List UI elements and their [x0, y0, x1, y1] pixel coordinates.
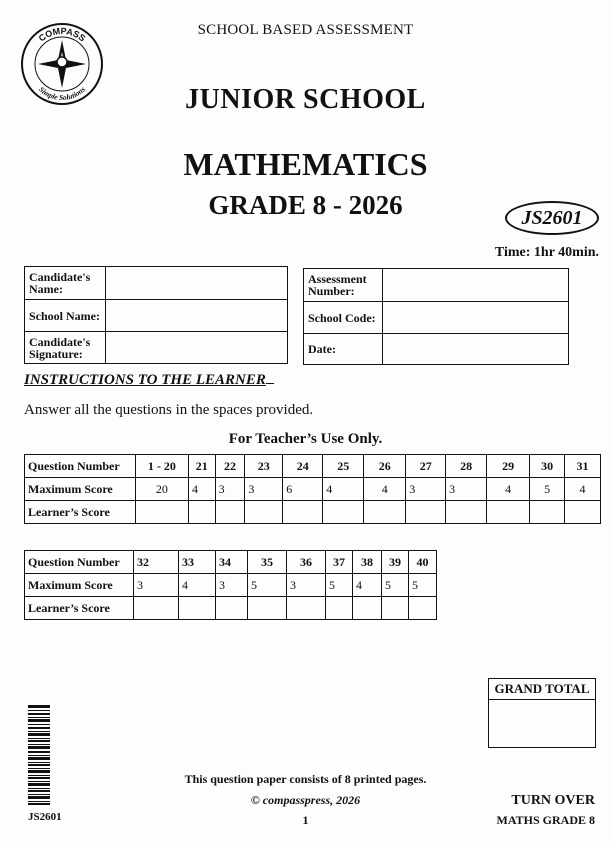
- max-score-cell: 4: [179, 574, 216, 597]
- paper-code: JS2601: [521, 206, 583, 229]
- maximum-score-row: [25, 478, 601, 501]
- learner-score-cell[interactable]: [353, 597, 382, 620]
- max-score-cell: 5: [248, 574, 287, 597]
- instructions-title-text: INSTRUCTIONS TO THE LEARNER: [24, 372, 266, 388]
- learner-score-cell[interactable]: [134, 597, 179, 620]
- school-code-field[interactable]: [383, 302, 569, 334]
- school-code-label: School Code:: [304, 302, 383, 334]
- row-label: Question Number: [25, 551, 134, 574]
- subject-footer: MATHS GRADE 8: [496, 813, 595, 827]
- question-number-row: [25, 455, 601, 478]
- learner-score-cell[interactable]: [248, 597, 287, 620]
- score-table-1: [24, 454, 601, 524]
- row-label: Maximum Score: [25, 574, 134, 597]
- question-cell: 35: [248, 551, 287, 574]
- max-score-cell: 20: [135, 478, 188, 501]
- date-label: Date:: [304, 334, 383, 365]
- grand-total-field[interactable]: [489, 700, 595, 746]
- question-cell: 24: [283, 455, 323, 478]
- learner-score-cell[interactable]: [406, 501, 446, 524]
- question-cell: 38: [353, 551, 382, 574]
- turn-over: TURN OVER: [511, 793, 595, 808]
- max-score-cell: 3: [287, 574, 326, 597]
- question-number-row: [25, 551, 437, 574]
- max-score-cell: 4: [323, 478, 364, 501]
- learner-score-cell[interactable]: [530, 501, 565, 524]
- question-cell: 22: [215, 455, 245, 478]
- logo-bottom-text: Simple Solutions: [37, 84, 87, 103]
- assessment-number-field[interactable]: [383, 269, 569, 302]
- question-cell: 1 - 20: [135, 455, 188, 478]
- copyright: © compasspress, 2026: [250, 793, 361, 807]
- candidate-signature-label: Candidate's Signature:: [25, 332, 106, 364]
- max-score-cell: 3: [216, 574, 248, 597]
- max-score-cell: 5: [382, 574, 409, 597]
- learner-score-row: [25, 597, 437, 620]
- question-cell: 36: [287, 551, 326, 574]
- candidate-name-field[interactable]: [106, 267, 288, 300]
- learner-score-cell[interactable]: [326, 597, 353, 620]
- max-score-cell: 3: [134, 574, 179, 597]
- assessment-number-label: Assessment Number:: [304, 269, 383, 302]
- learner-score-cell[interactable]: [245, 501, 283, 524]
- question-cell: 21: [188, 455, 215, 478]
- instructions-text: Answer all the questions in the spaces provided.: [24, 402, 314, 418]
- question-cell: 25: [323, 455, 364, 478]
- school-level: JUNIOR SCHOOL: [185, 84, 426, 115]
- row-label: Maximum Score: [25, 478, 136, 501]
- time-allowed: Time: 1hr 40min.: [494, 245, 599, 260]
- learner-score-cell[interactable]: [446, 501, 487, 524]
- learner-score-cell[interactable]: [487, 501, 530, 524]
- question-cell: 30: [530, 455, 565, 478]
- learner-score-cell[interactable]: [287, 597, 326, 620]
- learner-score-cell[interactable]: [215, 501, 245, 524]
- max-score-cell: 6: [283, 478, 323, 501]
- question-cell: 23: [245, 455, 283, 478]
- instructions-title: [24, 372, 274, 389]
- learner-score-cell[interactable]: [135, 501, 188, 524]
- max-score-cell: 3: [245, 478, 283, 501]
- max-score-cell: 3: [446, 478, 487, 501]
- learner-score-cell[interactable]: [409, 597, 437, 620]
- learner-score-row: [25, 501, 601, 524]
- question-cell: 26: [364, 455, 406, 478]
- page-number: 1: [302, 813, 309, 827]
- question-cell: 27: [406, 455, 446, 478]
- max-score-cell: 4: [565, 478, 601, 501]
- assessment-info-table: [303, 268, 569, 365]
- learner-score-cell[interactable]: [283, 501, 323, 524]
- learner-score-cell[interactable]: [565, 501, 601, 524]
- score-table-2: [24, 550, 437, 620]
- question-cell: 31: [565, 455, 601, 478]
- question-cell: 37: [326, 551, 353, 574]
- max-score-cell: 4: [487, 478, 530, 501]
- subject-title: MATHEMATICS: [183, 146, 428, 182]
- max-score-cell: 5: [326, 574, 353, 597]
- row-label: Question Number: [25, 455, 136, 478]
- grade-year: GRADE 8 - 2026: [208, 190, 403, 220]
- max-score-cell: 3: [215, 478, 245, 501]
- max-score-cell: 3: [406, 478, 446, 501]
- question-cell: 29: [487, 455, 530, 478]
- grand-total-box: [488, 678, 596, 748]
- learner-score-cell[interactable]: [364, 501, 406, 524]
- max-score-cell: 4: [353, 574, 382, 597]
- pages-note: This question paper consists of 8 printed pages.: [184, 772, 427, 786]
- paper-code-badge: [505, 201, 599, 235]
- question-cell: 39: [382, 551, 409, 574]
- grand-total-label: GRAND TOTAL: [489, 679, 595, 700]
- learner-score-cell[interactable]: [323, 501, 364, 524]
- row-label: Learner’s Score: [25, 501, 136, 524]
- question-cell: 28: [446, 455, 487, 478]
- candidate-info-table: [24, 266, 288, 364]
- barcode-code: JS2601: [28, 811, 62, 823]
- max-score-cell: 5: [409, 574, 437, 597]
- max-score-cell: 4: [364, 478, 406, 501]
- candidate-signature-field[interactable]: [106, 332, 288, 364]
- question-cell: 40: [409, 551, 437, 574]
- question-cell: 32: [134, 551, 179, 574]
- teacher-use-heading: For Teacher’s Use Only.: [228, 431, 383, 447]
- barcode-icon: [28, 705, 50, 805]
- question-cell: 34: [216, 551, 248, 574]
- school-name-label: School Name:: [25, 300, 106, 332]
- date-field[interactable]: [383, 334, 569, 365]
- learner-score-cell[interactable]: [382, 597, 409, 620]
- logo-top-text: COMPASS: [36, 25, 88, 44]
- max-score-cell: 4: [188, 478, 215, 501]
- learner-score-cell[interactable]: [216, 597, 248, 620]
- candidate-name-label: Candidate's Name:: [25, 267, 106, 300]
- learner-score-cell[interactable]: [188, 501, 215, 524]
- school-name-field[interactable]: [106, 300, 288, 332]
- max-score-cell: 5: [530, 478, 565, 501]
- maximum-score-row: [25, 574, 437, 597]
- row-label: Learner’s Score: [25, 597, 134, 620]
- question-cell: 33: [179, 551, 216, 574]
- learner-score-cell[interactable]: [179, 597, 216, 620]
- assessment-type: SCHOOL BASED ASSESSMENT: [197, 22, 414, 38]
